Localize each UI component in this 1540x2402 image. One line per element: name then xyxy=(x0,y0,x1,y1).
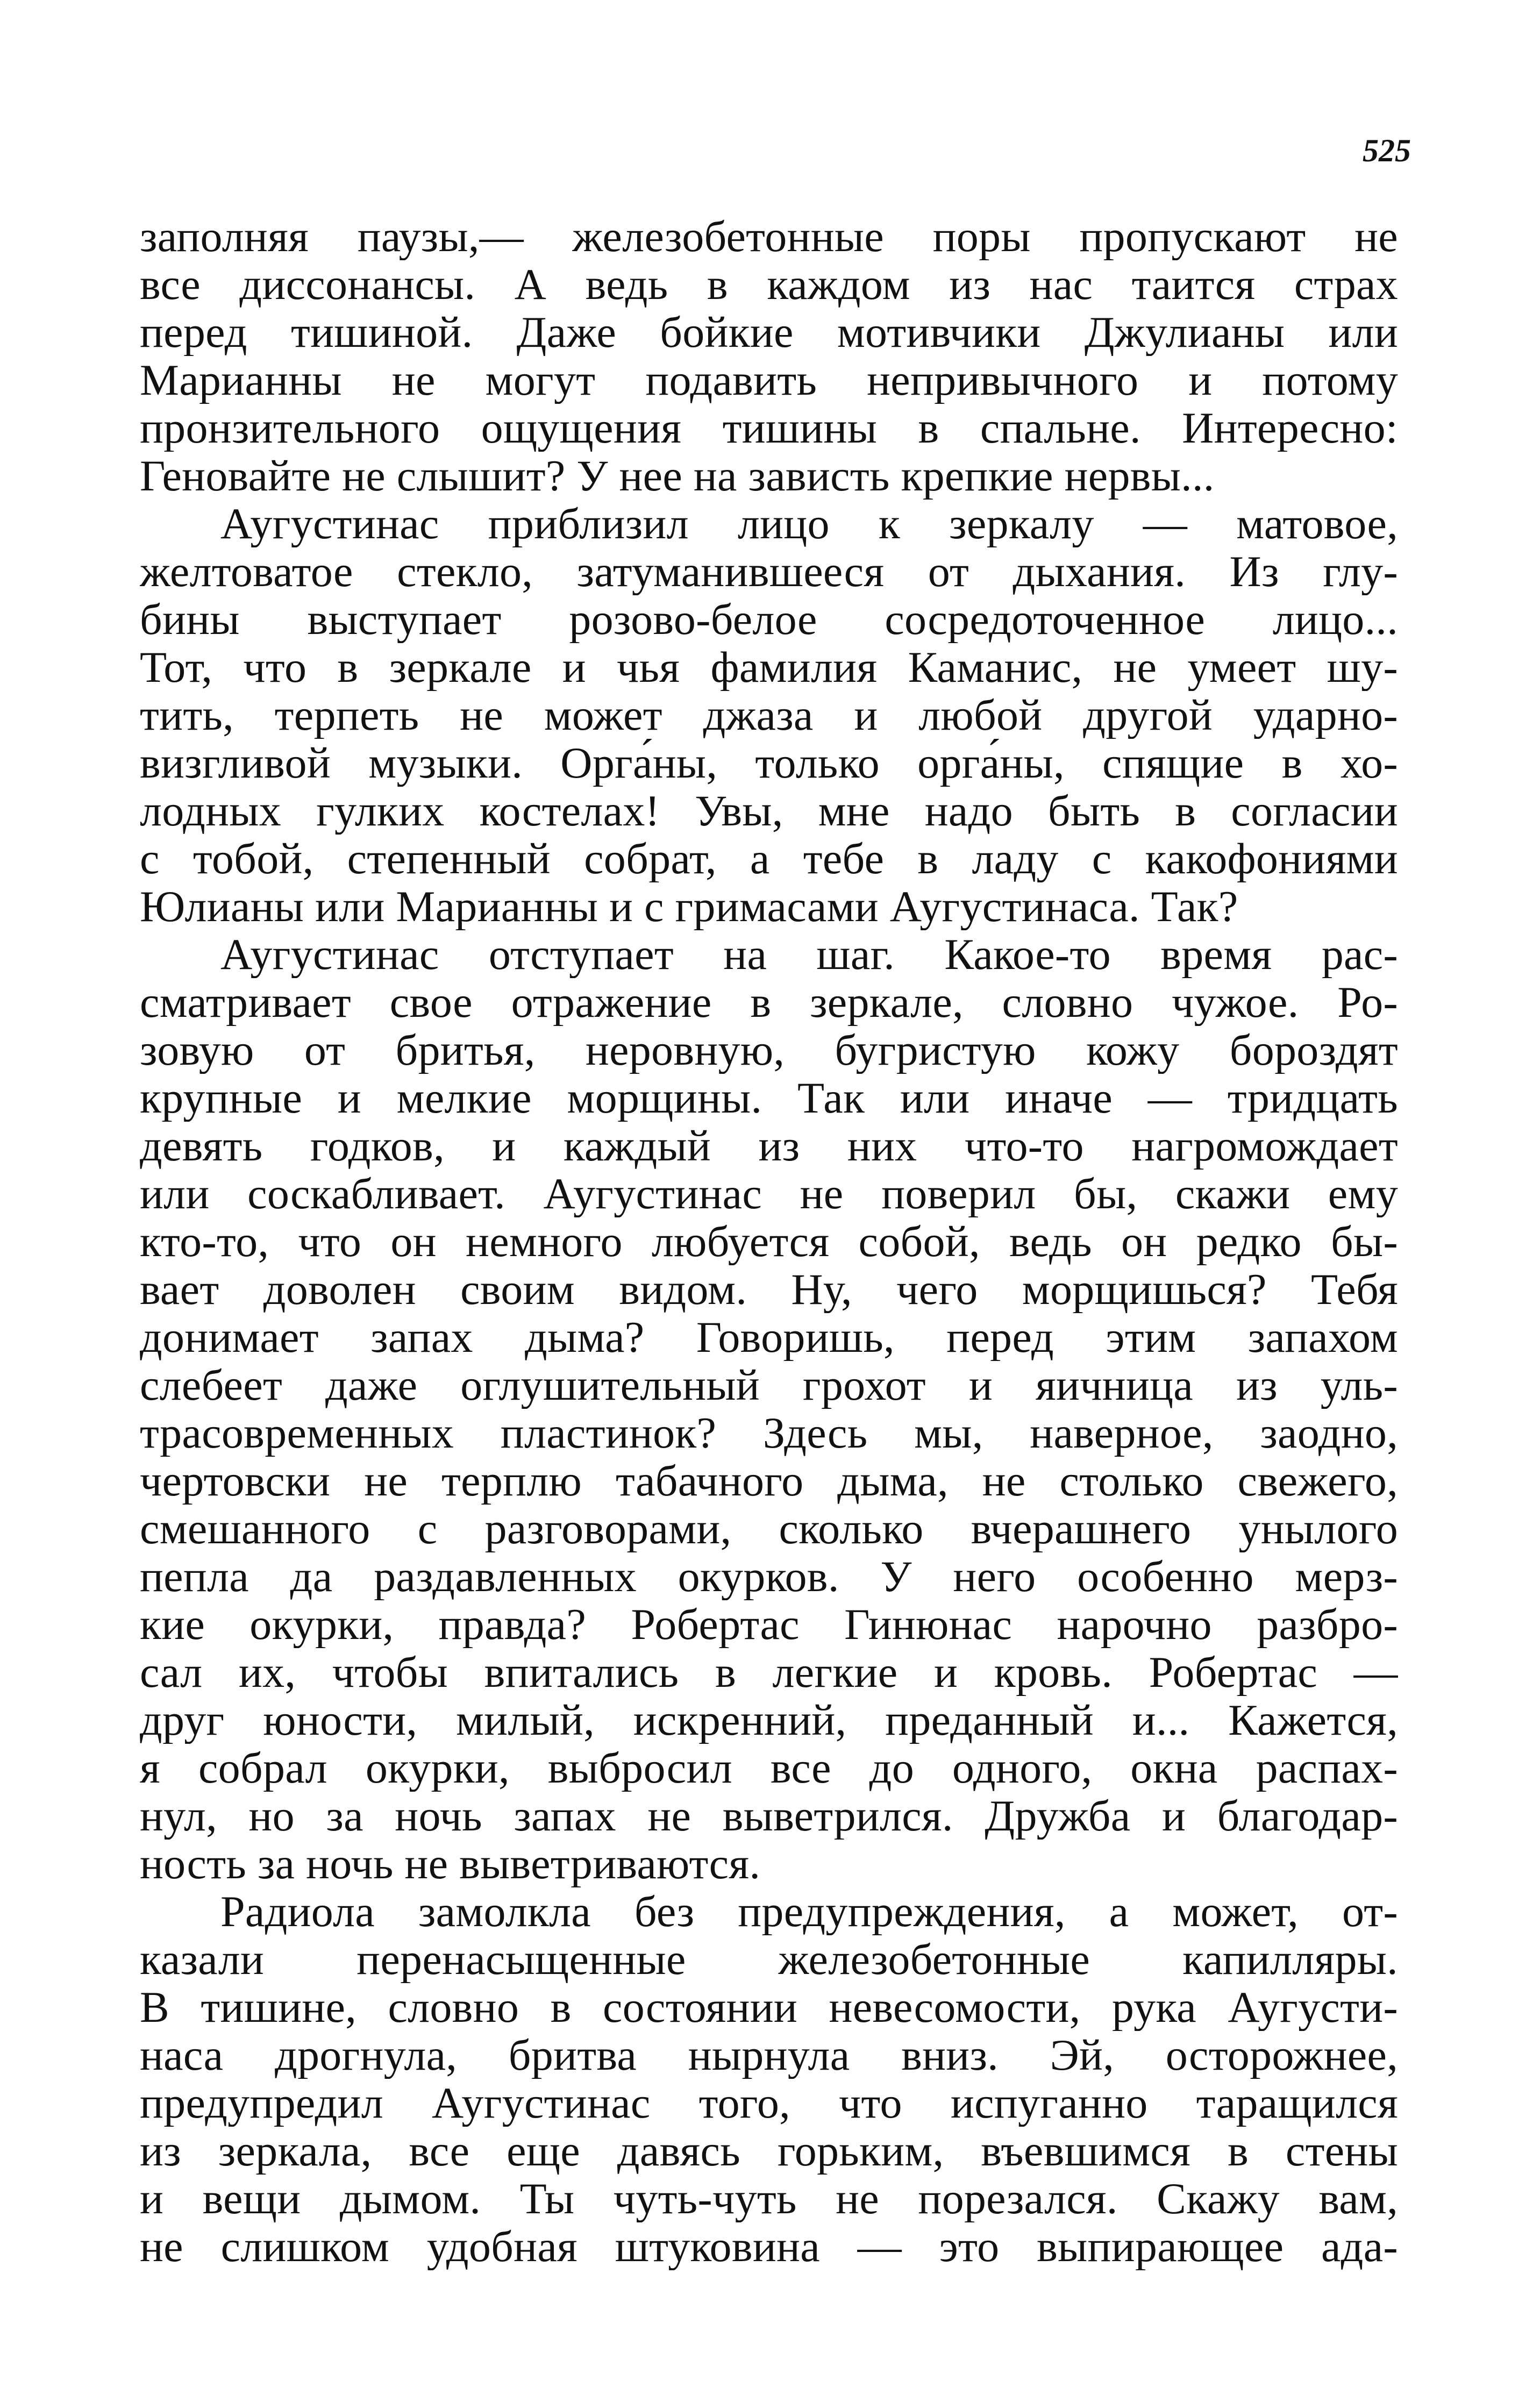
text-line: крупные и мелкие морщины. Так или иначе — тридцать xyxy=(140,1074,1398,1122)
text-line: визгливой музыки. Орга́ны, только орга́ны, спящие в хо- xyxy=(140,739,1398,787)
text-line: казали перенасыщенные железобетонные капилляры. xyxy=(140,1935,1398,1983)
text-line: Аугустинас приблизил лицо к зеркалу — матовое, xyxy=(220,500,1398,547)
text-line: из зеркала, все еще давясь горьким, въевшимся в стены xyxy=(140,2127,1398,2175)
text-line: тить, терпеть не может джаза и любой другой ударно- xyxy=(140,691,1398,739)
text-line: и вещи дымом. Ты чуть-чуть не порезался. Скажу вам, xyxy=(140,2175,1398,2222)
text-line: Радиола замолкла без предупреждения, а может, от- xyxy=(220,1887,1398,1935)
text-line: донимает запах дыма? Говоришь, перед этим запахом xyxy=(140,1313,1398,1361)
text-line: все диссонансы. А ведь в каждом из нас таится страх xyxy=(140,260,1398,308)
body-text xyxy=(140,212,1398,2270)
text-line: перед тишиной. Даже бойкие мотивчики Джулианы или xyxy=(140,308,1398,356)
text-line: пронзительного ощущения тишины в спальне. Интересно: xyxy=(140,404,1398,452)
text-line: Марианны не могут подавить непривычного и потому xyxy=(140,356,1398,404)
text-line: сал их, чтобы впитались в легкие и кровь. Робертас — xyxy=(140,1648,1398,1696)
text-line: трасовременных пластинок? Здесь мы, наверное, заодно, xyxy=(140,1409,1398,1457)
text-line: я собрал окурки, выбросил все до одного, окна распах- xyxy=(140,1744,1398,1792)
text-line: девять годков, и каждый из них что-то нагромождает xyxy=(140,1122,1398,1170)
text-line: кие окурки, правда? Робертас Гинюнас нарочно разбро- xyxy=(140,1600,1398,1648)
text-line: или соскабливает. Аугустинас не поверил бы, скажи ему xyxy=(140,1170,1398,1217)
text-line: Аугустинас отступает на шаг. Какое-то время рас- xyxy=(220,930,1398,978)
text-line: желтоватое стекло, затуманившееся от дыхания. Из глу- xyxy=(140,547,1398,595)
text-line: кто-то, что он немного любуется собой, ведь он редко бы- xyxy=(140,1217,1398,1265)
text-line: Тот, что в зеркале и чья фамилия Каманис, не умеет шу- xyxy=(140,643,1398,691)
page-number: 525 xyxy=(1363,133,1411,168)
text-line: наса дрогнула, бритва нырнула вниз. Эй, осторожнее, xyxy=(140,2031,1398,2079)
text-line: с тобой, степенный собрат, а тебе в ладу с какофониями xyxy=(140,835,1398,882)
text-line: слебеет даже оглушительный грохот и яичница из уль- xyxy=(140,1361,1398,1409)
text-line: зовую от бритья, неровную, бугристую кожу бороздят xyxy=(140,1026,1398,1074)
text-line: бины выступает розово-белое сосредоточенное лицо... xyxy=(140,595,1398,643)
text-line: вает доволен своим видом. Ну, чего морщишься? Тебя xyxy=(140,1265,1398,1313)
text-line: В тишине, словно в состоянии невесомости, рука Аугусти- xyxy=(140,1983,1398,2031)
text-line: смешанного с разговорами, сколько вчерашнего унылого xyxy=(140,1505,1398,1552)
text-line: не слишком удобная штуковина — это выпирающее ада- xyxy=(140,2222,1398,2270)
text-line: Юлианы или Марианны и с гримасами Аугустинаса. Так? xyxy=(140,882,1238,930)
text-line: ность за ночь не выветриваются. xyxy=(140,1840,761,1887)
text-line: чертовски не терплю табачного дыма, не столько свежего, xyxy=(140,1457,1398,1505)
text-line: заполняя паузы,— железобетонные поры пропускают не xyxy=(140,212,1398,260)
text-line: предупредил Аугустинас того, что испуганно таращился xyxy=(140,2079,1398,2127)
text-line: лодных гулких костелах! Увы, мне надо быть в согласии xyxy=(140,787,1398,835)
text-line: Геновайте не слышит? У нее на зависть крепкие нервы... xyxy=(140,452,1215,500)
text-line: нул, но за ночь запах не выветрился. Дружба и благодар- xyxy=(140,1792,1398,1840)
text-line: пепла да раздавленных окурков. У него особенно мерз- xyxy=(140,1552,1398,1600)
text-line: сматривает свое отражение в зеркале, словно чужое. Ро- xyxy=(140,978,1398,1026)
text-line: друг юности, милый, искренний, преданный и... Кажется, xyxy=(140,1696,1398,1744)
